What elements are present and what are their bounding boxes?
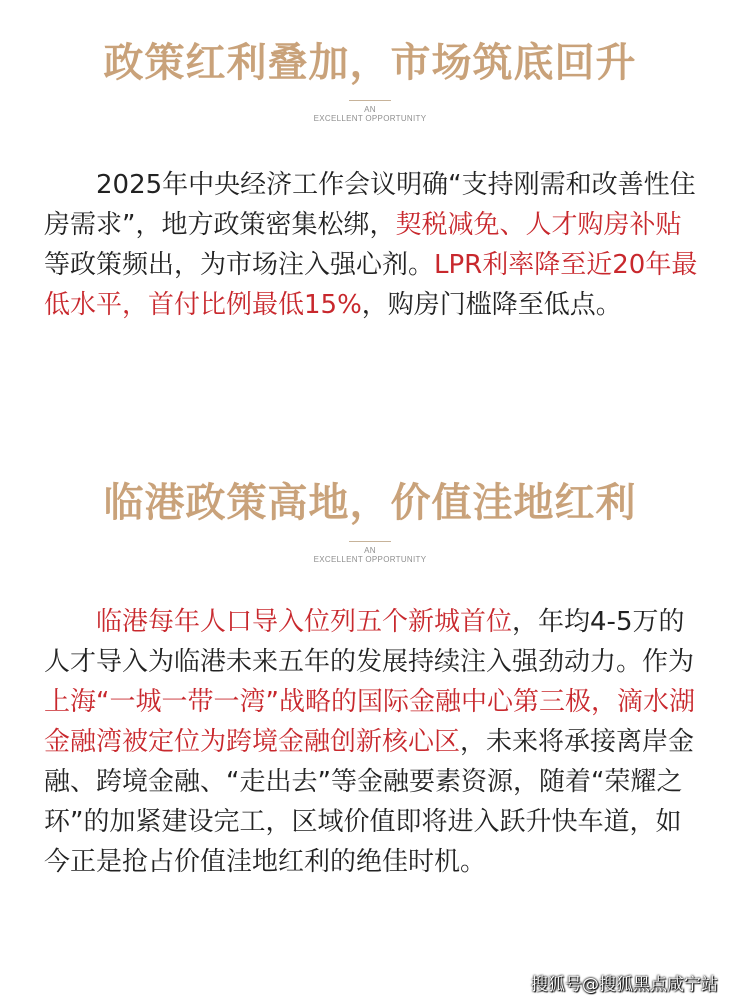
section-2-title: 临港政策高地，价值洼地红利	[103, 479, 637, 526]
section-2-paragraph	[44, 602, 704, 882]
section-1-paragraph	[44, 165, 704, 325]
watermark-text: 搜狐号@搜狐黑点咸宁站	[531, 975, 718, 995]
section-2-body-text: ，未来将承接离岸金融、跨境金融、“走出去”等金融要素资源，随着“荣耀之环”的加紧建设完工，区域价值即将进入跃升快车道，如今正是抢占价值洼地红利的绝佳时机。	[44, 727, 695, 877]
section-2-subtitle-line-1: AN	[364, 546, 376, 555]
section-1-highlight-text: LPR利率降至近20年最低水平，首付比例最低15%	[44, 250, 698, 320]
section-1-body-text: 等政策频出，为市场注入强心剂。	[44, 250, 435, 280]
section-1-divider	[349, 100, 391, 101]
section-1-title: 政策红利叠加，市场筑底回升	[103, 39, 637, 86]
section-1-highlight-text: 契税减免、人才购房补贴	[395, 210, 682, 240]
section-2-highlight-text: 临港每年人口导入位列五个新城首位	[96, 607, 513, 637]
section-1-subtitle-line-1: AN	[364, 105, 376, 114]
section-2-divider	[349, 541, 391, 542]
section-2-highlight-text: 上海“一城一带一湾”战略的国际金融中心第三极，滴水湖金融湾被定位为跨境金融创新核心区	[44, 687, 695, 757]
section-2-body-text: ，年均4-5万的人才导入为临港未来五年的发展持续注入强劲动力。作为	[44, 607, 695, 677]
section-1-body-text: ，购房门槛降至低点。	[361, 290, 622, 320]
section-1-body-text: 2025年中央经济工作会议明确“支持刚需和改善性住房需求”，地方政策密集松绑，	[44, 170, 696, 240]
section-2-subtitle-line-2: EXCELLENT OPPORTUNITY	[313, 555, 427, 564]
section-1-subtitle-line-2: EXCELLENT OPPORTUNITY	[313, 114, 427, 123]
